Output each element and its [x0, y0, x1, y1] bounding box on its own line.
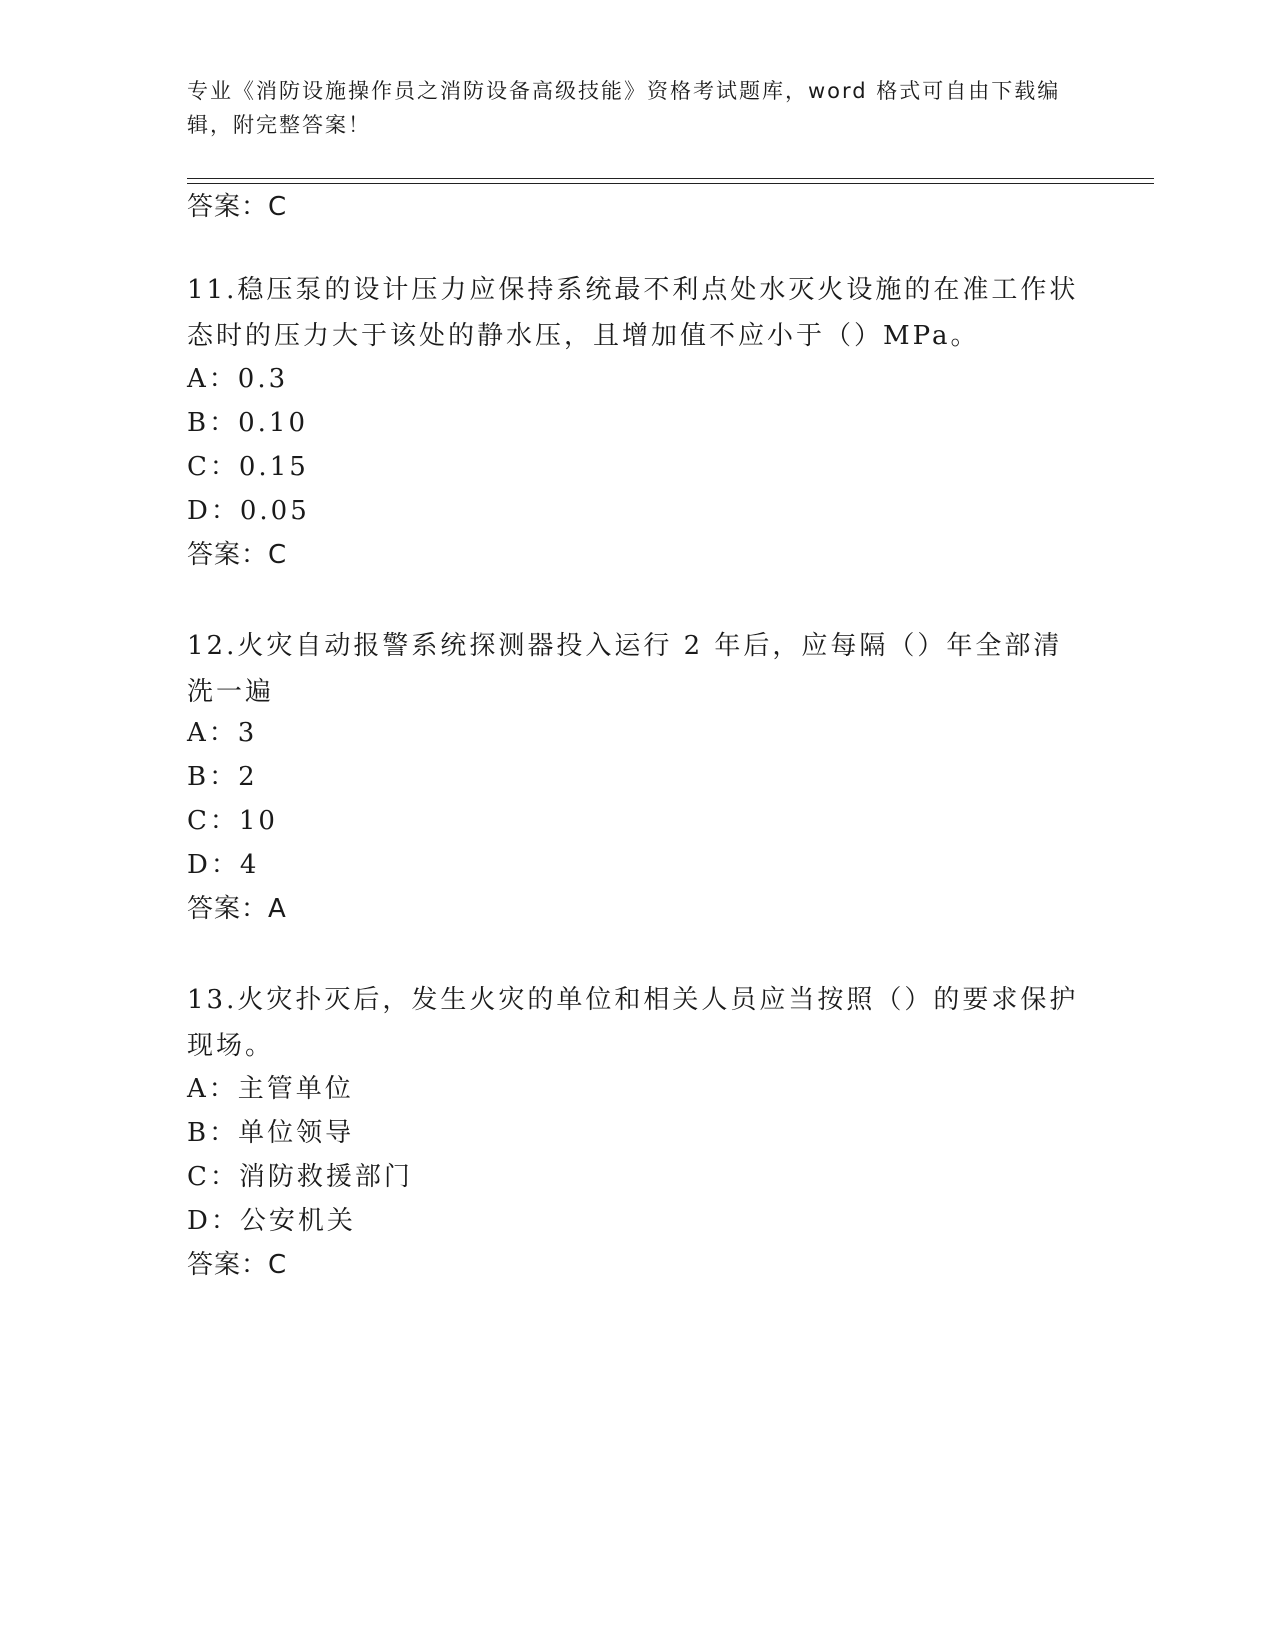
- header-divider-bottom: [187, 183, 1154, 184]
- question-11-option-b: B：0.10: [187, 408, 308, 438]
- question-11-text: 11.稳压泵的设计压力应保持系统最不利点处水灭火设施的在准工作状态时的压力大于该处的静水压，且增加值不应小于（）MPa。: [187, 275, 1079, 351]
- question-12-option-b: B：2: [187, 762, 258, 792]
- question-12-option-c: C：10: [187, 806, 278, 836]
- question-13-option-b: B：单位领导: [187, 1118, 355, 1148]
- question-11-option-c: C：0.15: [187, 452, 309, 482]
- previous-answer: 答案：C: [187, 192, 288, 222]
- question-13-option-a: A：主管单位: [187, 1074, 354, 1104]
- header-note: 专业《消防设施操作员之消防设备高级技能》资格考试题库，word 格式可自由下载编辑，附完整答案！: [187, 79, 1061, 137]
- question-12-answer: 答案：A: [187, 894, 287, 924]
- question-13-text: 13.火灾扑灭后，发生火灾的单位和相关人员应当按照（）的要求保护现场。: [187, 985, 1079, 1061]
- question-12-option-a: A：3: [187, 718, 258, 748]
- question-11-option-a: A：0.3: [187, 364, 289, 394]
- question-12-option-d: D：4: [187, 850, 260, 880]
- question-13-answer: 答案：C: [187, 1250, 288, 1280]
- header-divider-top: [187, 178, 1154, 179]
- question-13-option-d: D：公安机关: [187, 1206, 356, 1236]
- question-11-option-d: D：0.05: [187, 496, 310, 526]
- question-13-option-c: C：消防救援部门: [187, 1162, 413, 1192]
- question-12-text: 12.火灾自动报警系统探测器投入运行 2 年后，应每隔（）年全部清洗一遍: [187, 631, 1063, 707]
- question-11-answer: 答案：C: [187, 540, 288, 570]
